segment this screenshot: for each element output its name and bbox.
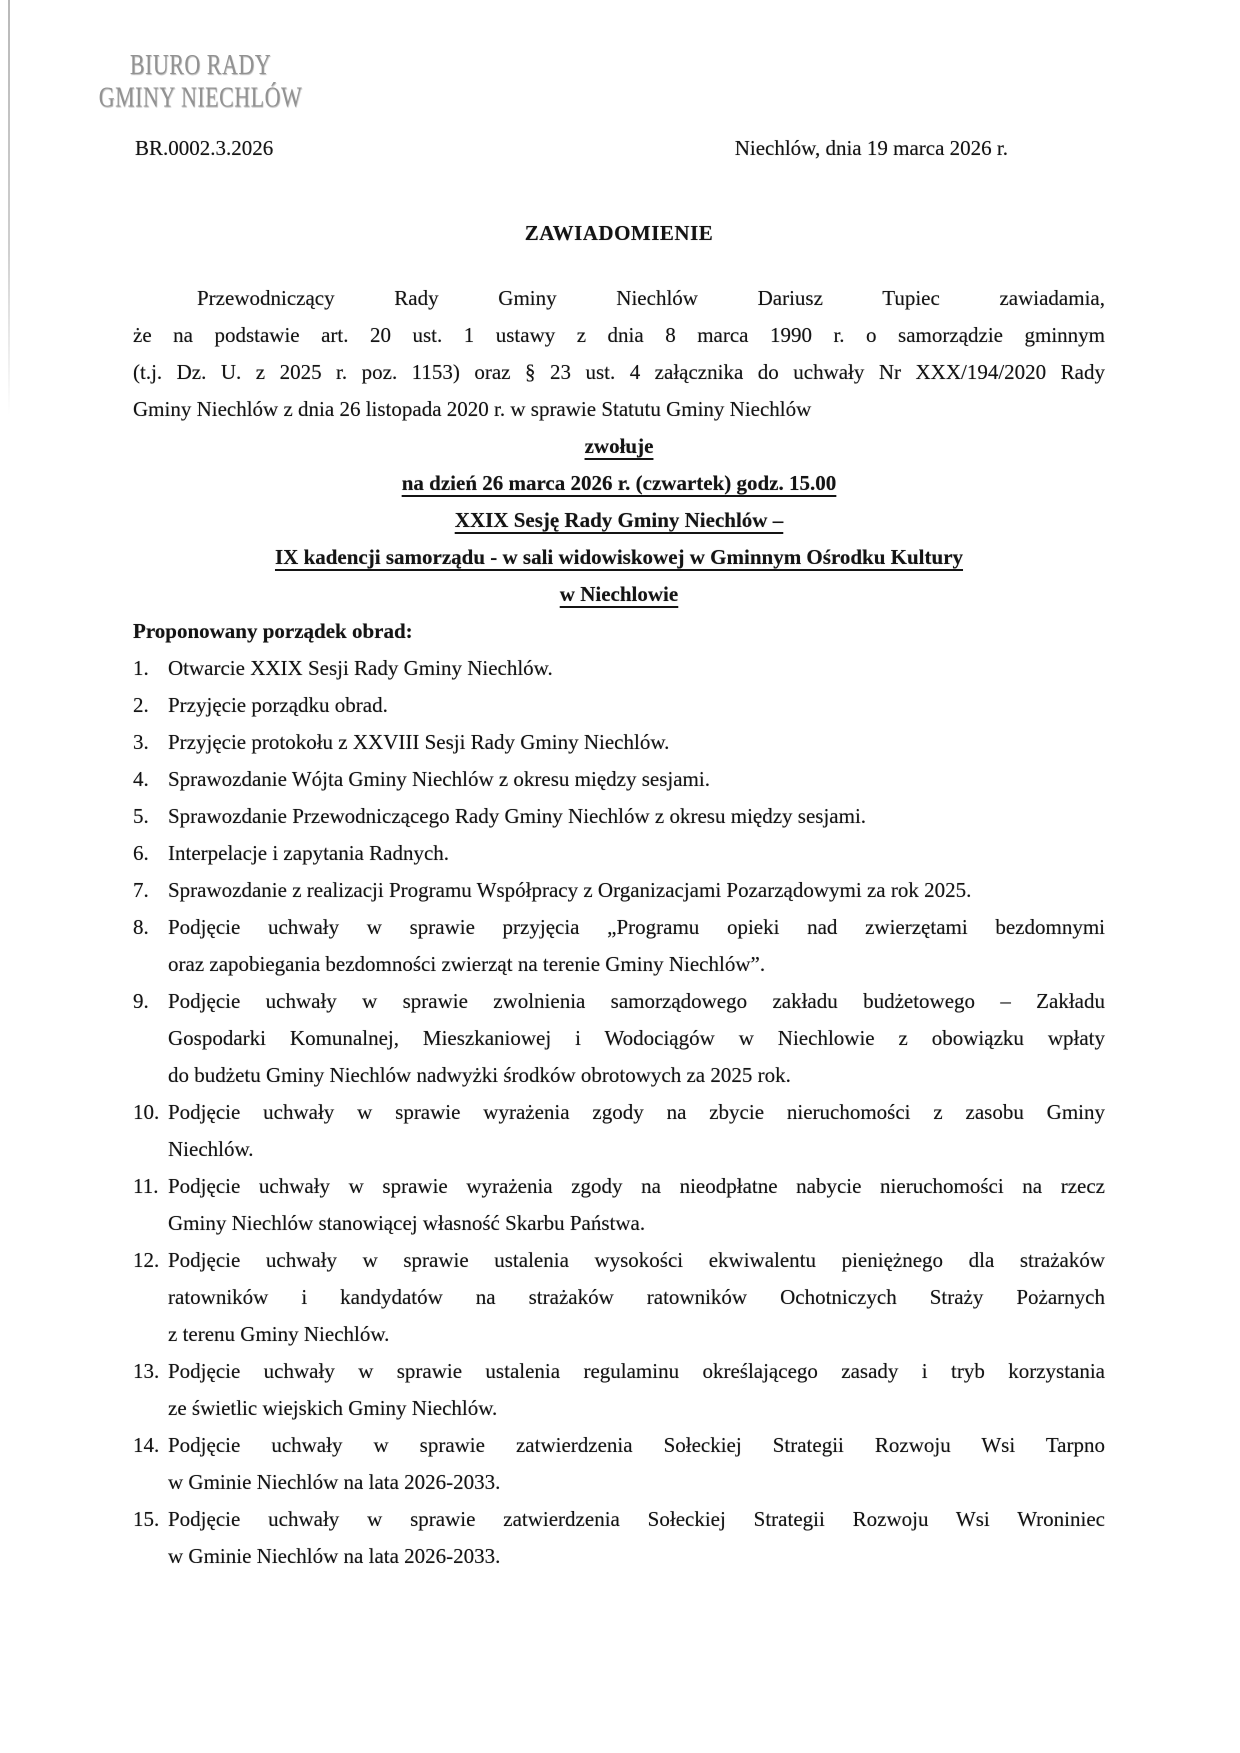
convocation-line	[133, 539, 1105, 576]
agenda-item	[133, 872, 1105, 909]
agenda-heading: Proponowany porządek obrad:	[133, 619, 413, 643]
agenda-item-line: Podjęcie uchwały w sprawie zatwierdzenia Sołeckiej Strategii Rozwoju Wsi Wroniniec	[168, 1507, 1105, 1531]
agenda-item-number: 9.	[133, 989, 149, 1013]
convocation-text: XXIX Sesję Rady Gminy Niechlów –	[454, 508, 784, 532]
agenda-item	[133, 1168, 1105, 1242]
agenda-item-text	[168, 909, 1105, 983]
agenda-item-line: ratowników i kandydatów na strażaków ratowników Ochotniczych Straży Pożarnych	[168, 1285, 1105, 1309]
agenda-item-line: Podjęcie uchwały w sprawie wyrażenia zgody na nieodpłatne nabycie nieruchomości na rzecz	[168, 1174, 1105, 1198]
agenda-item-number: 1.	[133, 656, 149, 680]
agenda-item	[133, 650, 1105, 687]
agenda-item-line: w Gminie Niechlów na lata 2026-2033.	[168, 1544, 501, 1568]
scanner-edge-artifact	[8, 0, 10, 415]
agenda-item-text	[168, 1501, 1105, 1575]
agenda-item-line: ze świetlic wiejskich Gminy Niechlów.	[168, 1396, 498, 1420]
agenda-item-text	[168, 1242, 1105, 1353]
agenda-item-line: Podjęcie uchwały w sprawie zatwierdzenia Sołeckiej Strategii Rozwoju Wsi Tarpno	[168, 1433, 1105, 1457]
agenda-item-line: z terenu Gminy Niechlów.	[168, 1322, 390, 1346]
intro-line: (t.j. Dz. U. z 2025 r. poz. 1153) oraz § 23 ust. 4 załącznika do uchwały Nr XXX/194/2020 Rady	[133, 360, 1105, 384]
agenda-item-number: 11.	[133, 1174, 159, 1198]
agenda-item-text	[168, 650, 1105, 687]
stamp-line-1: BIURO RADY	[129, 48, 272, 81]
agenda-item-line: w Gminie Niechlów na lata 2026-2033.	[168, 1470, 501, 1494]
agenda-item-line: Otwarcie XXIX Sesji Rady Gminy Niechlów.	[168, 656, 553, 680]
reference-row	[0, 136, 1240, 173]
agenda-item-line: Interpelacje i zapytania Radnych.	[168, 841, 450, 865]
intro-line: Przewodniczący Rady Gminy Niechlów Dariusz Tupiec zawiadamia,	[197, 286, 1105, 310]
convocation-line	[133, 502, 1105, 539]
reference-number: BR.0002.3.2026	[135, 136, 274, 160]
convocation-text: IX kadencji samorządu - w sali widowiskowej w Gminnym Ośrodku Kultury	[274, 545, 964, 569]
agenda-item	[133, 798, 1105, 835]
agenda-item	[133, 724, 1105, 761]
agenda-item	[133, 761, 1105, 798]
agenda-item-line: Podjęcie uchwały w sprawie przyjęcia „Programu opieki nad zwierzętami bezdomnymi	[168, 915, 1105, 939]
agenda-item-number: 15.	[133, 1507, 160, 1531]
agenda-item	[133, 1353, 1105, 1427]
convocation-text: na dzień 26 marca 2026 r. (czwartek) godz. 15.00	[401, 471, 837, 495]
agenda-item-text	[168, 983, 1105, 1094]
document-body	[133, 215, 1105, 1575]
agenda-item	[133, 1094, 1105, 1168]
office-stamp	[93, 48, 308, 113]
agenda-item-line: do budżetu Gminy Niechlów nadwyżki środków obrotowych za 2025 rok.	[168, 1063, 791, 1087]
convocation-line	[133, 465, 1105, 502]
agenda-item-line: Podjęcie uchwały w sprawie ustalenia regulaminu określającego zasady i tryb korzystania	[168, 1359, 1105, 1383]
convocation-line	[133, 576, 1105, 613]
agenda-item	[133, 835, 1105, 872]
agenda-item-line: Sprawozdanie Przewodniczącego Rady Gminy Niechlów z okresu między sesjami.	[168, 804, 867, 828]
agenda-item-line: Podjęcie uchwały w sprawie ustalenia wysokości ekwiwalentu pieniężnego dla strażaków	[168, 1248, 1105, 1272]
agenda-item-number: 14.	[133, 1433, 160, 1457]
agenda-item-number: 10.	[133, 1100, 160, 1124]
agenda-item-line: oraz zapobiegania bezdomności zwierząt na terenie Gminy Niechlów”.	[168, 952, 766, 976]
agenda-list	[133, 650, 1105, 1575]
convocation-text: w Niechlowie	[559, 582, 679, 606]
agenda-item-line: Gospodarki Komunalnej, Mieszkaniowej i Wodociągów w Niechlowie z obowiązku wpłaty	[168, 1026, 1105, 1050]
agenda-item	[133, 909, 1105, 983]
agenda-item-text	[168, 835, 1105, 872]
convocation-text: zwołuje	[584, 434, 654, 458]
agenda-item-text	[168, 1168, 1105, 1242]
agenda-item-text	[168, 1427, 1105, 1501]
agenda-item-line: Przyjęcie protokołu z XXVIII Sesji Rady Gminy Niechlów.	[168, 730, 670, 754]
stamp-line-2: GMINY NIECHLÓW	[98, 80, 303, 113]
agenda-item	[133, 687, 1105, 724]
agenda-item-number: 12.	[133, 1248, 160, 1272]
agenda-item-number: 5.	[133, 804, 149, 828]
agenda-item	[133, 1427, 1105, 1501]
agenda-item	[133, 1242, 1105, 1353]
convocation-line	[133, 428, 1105, 465]
intro-line: Gminy Niechlów z dnia 26 listopada 2020 r. w sprawie Statutu Gminy Niechlów	[133, 397, 812, 421]
agenda-item-number: 6.	[133, 841, 149, 865]
intro-paragraph	[133, 280, 1105, 428]
agenda-item-number: 8.	[133, 915, 149, 939]
agenda-item-text	[168, 1353, 1105, 1427]
agenda-item-text	[168, 1094, 1105, 1168]
agenda-item-text	[168, 798, 1105, 835]
document-title: ZAWIADOMIENIE	[524, 221, 714, 245]
agenda-item-line: Podjęcie uchwały w sprawie zwolnienia samorządowego zakładu budżetowego – Zakładu	[168, 989, 1105, 1013]
agenda-item-line: Sprawozdanie z realizacji Programu Współpracy z Organizacjami Pozarządowymi za rok 2025.	[168, 878, 972, 902]
agenda-item-text	[168, 687, 1105, 724]
agenda-item-number: 7.	[133, 878, 149, 902]
agenda-item-line: Przyjęcie porządku obrad.	[168, 693, 388, 717]
agenda-item-line: Sprawozdanie Wójta Gminy Niechlów z okresu między sesjami.	[168, 767, 710, 791]
agenda-item	[133, 983, 1105, 1094]
agenda-item-text	[168, 761, 1105, 798]
agenda-item-text	[168, 872, 1105, 909]
agenda-item-line: Niechlów.	[168, 1137, 254, 1161]
agenda-item-number: 3.	[133, 730, 149, 754]
agenda-item-number: 2.	[133, 693, 149, 717]
convocation-block	[133, 428, 1105, 613]
agenda-item-line: Gminy Niechlów stanowiącej własność Skarbu Państwa.	[168, 1211, 646, 1235]
agenda-item-text	[168, 724, 1105, 761]
agenda-item-number: 13.	[133, 1359, 160, 1383]
agenda-item-line: Podjęcie uchwały w sprawie wyrażenia zgody na zbycie nieruchomości z zasobu Gminy	[168, 1100, 1105, 1124]
place-and-date: Niechlów, dnia 19 marca 2026 r.	[734, 136, 1008, 160]
intro-line: że na podstawie art. 20 ust. 1 ustawy z dnia 8 marca 1990 r. o samorządzie gminnym	[133, 323, 1105, 347]
agenda-item-number: 4.	[133, 767, 149, 791]
agenda-item	[133, 1501, 1105, 1575]
